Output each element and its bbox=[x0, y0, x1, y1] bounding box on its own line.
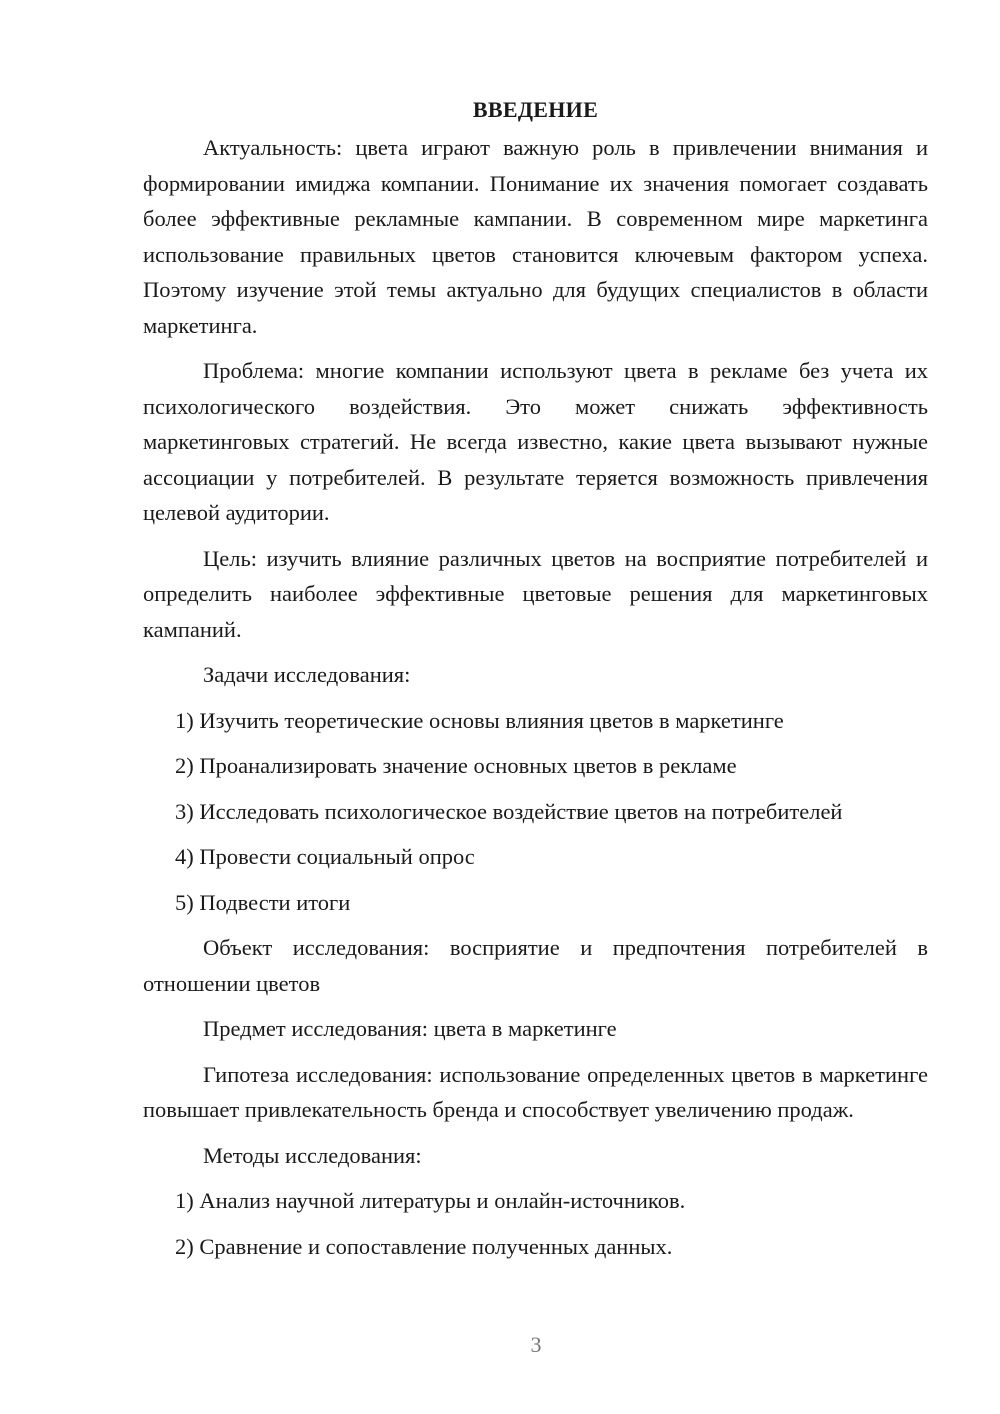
paragraph-goal: Цель: изучить влияние различных цветов на восприятие потребителей и определить наиболее эффективные цветовые решения для маркетинговых кампаний. bbox=[143, 545, 928, 642]
methods-list bbox=[143, 1183, 928, 1264]
page-number: 3 bbox=[530, 1332, 542, 1357]
methods-heading: Методы исследования: bbox=[203, 1142, 422, 1168]
list-item: 2) Проанализировать значение основных цветов в рекламе bbox=[175, 753, 737, 778]
paragraph-problem: Проблема: многие компании используют цвета в рекламе без учета их психологического воздействия. Это может снижать эффективность маркетинговых стратегий. Не всегда известно, какие цвета вызывают нужные ассоциации у потребителей. В результате теряется возможность привлечения целевой аудитории. bbox=[143, 358, 928, 525]
tasks-list bbox=[143, 703, 928, 921]
list-item: 2) Сравнение и сопоставление полученных данных. bbox=[175, 1233, 673, 1259]
paragraph-hypothesis: Гипотеза исследования: использование определенных цветов в маркетинге повышает привлекательность бренда и способствует увеличению продаж. bbox=[143, 1061, 928, 1122]
paragraph-object: Объект исследования: восприятие и предпочтения потребителей в отношении цветов bbox=[143, 935, 928, 996]
paragraph-subject: Предмет исследования: цвета в маркетинге bbox=[203, 1016, 617, 1041]
list-item: 3) Исследовать психологическое воздействие цветов на потребителей bbox=[175, 798, 843, 824]
list-item: 5) Подвести итоги bbox=[175, 889, 351, 915]
paragraph-relevance: Актуальность: цвета играют важную роль в привлечении внимания и формировании имиджа компании. Понимание их значения помогает создавать более эффективные рекламные кампании. В современном мире маркетинга использование правильных цветов становится ключевым фактором успеха. Поэтому изучение этой темы актуально для будущих специалистов в области маркетинга. bbox=[143, 135, 928, 338]
list-item: 1) Изучить теоретические основы влияния цветов в маркетинге bbox=[175, 707, 784, 733]
document-page bbox=[143, 92, 928, 1274]
list-item: 1) Анализ научной литературы и онлайн-источников. bbox=[175, 1188, 686, 1213]
tasks-heading: Задачи исследования: bbox=[203, 662, 411, 687]
section-title: ВВЕДЕНИЕ bbox=[472, 97, 599, 122]
list-item: 4) Провести социальный опрос bbox=[175, 844, 475, 869]
